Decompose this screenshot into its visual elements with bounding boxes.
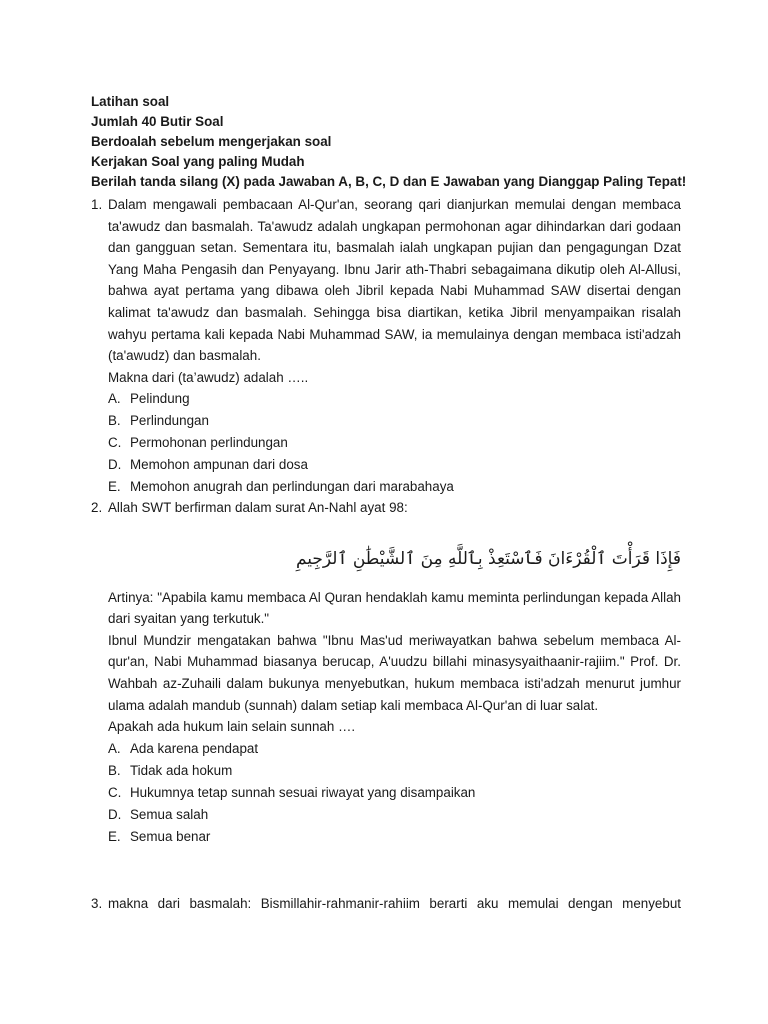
question-number: 3. (91, 896, 103, 911)
instructions-header (91, 92, 691, 192)
question-prompt: Makna dari (ta’awudz) adalah ….. (108, 369, 309, 385)
question-2 (91, 497, 681, 848)
option-a: A. Ada karena pendapat (108, 740, 259, 756)
question-1 (91, 194, 681, 498)
header-question-count: Jumlah 40 Butir Soal (91, 114, 224, 129)
question-intro: Allah SWT berfirman dalam surat An-Nahl ayat 98: (108, 500, 408, 515)
option-c: C. Permohonan perlindungan (108, 435, 288, 451)
header-answer-instruction: Berilah tanda silang (X) pada Jawaban A, B, C, D dan E Jawaban yang Dianggap Paling Tepat! (91, 174, 687, 189)
arabic-verse: فَإِذَا قَرَأْتَ ٱلْقُرْءَانَ فَٱسْتَعِذْ بِٱللَّهِ مِنَ ٱلشَّيْطَٰنِ ٱلرَّجِيمِ (295, 548, 681, 569)
question-passage: makna dari basmalah: Bismillahir-rahmanir-rahiim berarti aku memulai dengan menyebut (108, 896, 681, 911)
option-c: C. Hukumnya tetap sunnah sesuai riwayat yang disampaikan (108, 784, 476, 800)
option-b: B. Perlindungan (108, 413, 209, 429)
answer-options (108, 738, 681, 848)
header-title: Latihan soal (91, 94, 170, 109)
question-passage: Dalam mengawali pembacaan Al-Qur'an, seorang qari dianjurkan memulai dengan membaca ta'awudz dan basmalah. Ta'awudz adalah ungkapan permohonan agar dihindarkan dari godaan dan gangguan setan. Sementara itu, basmalah ialah ungkapan pujian dan pengagungan Dzat Yang Maha Pengasih dan Penyayang. Ibnu Jarir ath-Thabri sebagaimana dikutip oleh Al-Allusi, bahwa ayat pertama yang dibawa oleh Jibril kepada Nabi Muhammad SAW disertai dengan kalimat ta'awudz dan basmalah. Sehingga bisa diartikan, ketika Jibril menyampaikan risalah wahyu pertama kali kepada Nabi Muhammad SAW, ia memulainya dengan membaca isti'adzah (ta'awudz) dan basmalah. (108, 197, 681, 364)
option-e: E. Memohon anugrah dan perlindungan dari marabahaya (108, 479, 454, 495)
option-d: D. Memohon ampunan dari dosa (108, 457, 308, 473)
header-easy-first-note: Kerjakan Soal yang paling Mudah (91, 154, 305, 169)
question-passage: Ibnul Mundzir mengatakan bahwa "Ibnu Mas'ud meriwayatkan bahwa sebelum membaca Al-qur'an, Nabi Muhammad biasanya berucap, A'uudzu billahi minasysyaithaanir-rajiim." Prof. Dr. Wahbah az-Zuhaili dalam bukunya menyebutkan, hukum membaca isti'adzah menurut jumhur ulama adalah mandub (sunnah) dalam setiap kali membaca Al-Qur'an di luar salat. (108, 632, 681, 713)
answer-options (108, 388, 681, 498)
option-e: E. Semua benar (108, 828, 211, 844)
header-prayer-note: Berdoalah sebelum mengerjakan soal (91, 134, 332, 149)
question-prompt: Apakah ada hukum lain selain sunnah …. (108, 719, 356, 735)
question-number: 1. (91, 197, 103, 212)
option-d: D. Semua salah (108, 806, 209, 822)
option-a: A. Pelindung (108, 391, 190, 407)
option-b: B. Tidak ada hokum (108, 762, 233, 778)
question-3 (91, 893, 681, 915)
verse-translation: Artinya: "Apabila kamu membaca Al Quran hendaklah kamu meminta perlindungan kepada Allah dari syaitan yang terkutuk." (108, 589, 681, 627)
question-number: 2. (91, 500, 103, 515)
